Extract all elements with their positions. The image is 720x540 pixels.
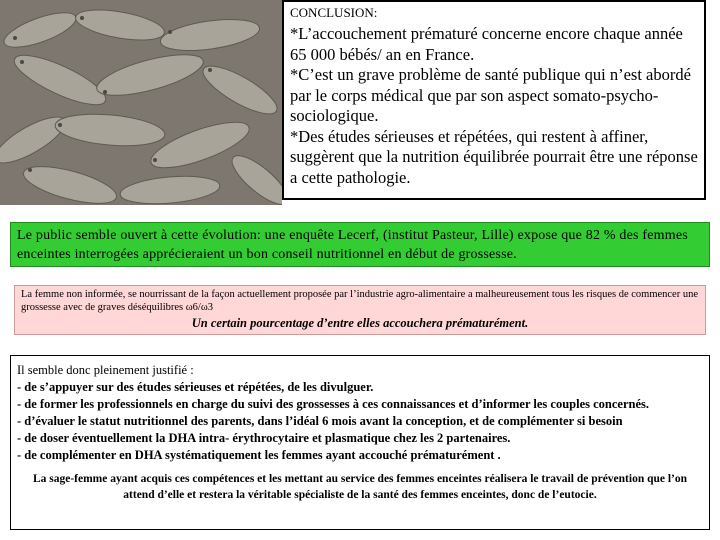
justification-item: - de doser éventuellement la DHA intra- érythrocytaire et plasmatique chez les 2 partenaires.: [17, 431, 511, 445]
fish-photo: [0, 0, 282, 205]
closing-note: La sage-femme ayant acquis ces compétences et les mettant au service des femmes enceintes réalisera le travail de prévention que l’on attend d’elle et restera la véritable spécialiste de la santé des femmes enceintes, donc de l’eutocie.: [32, 473, 688, 501]
conclusion-box: [282, 0, 706, 200]
conclusion-line: *L’accouchement prématuré concerne encore chaque année 65 000 bébés/ an en France.: [290, 24, 683, 64]
justification-item: - de s’appuyer sur des études sérieuses et répétées, de les divulguer.: [17, 380, 374, 394]
risk-emphasis: Un certain pourcentage d’entre elles accouchera prématurément.: [191, 316, 529, 330]
risk-text: La femme non informée, se nourrissant de la façon actuellement proposée par l’industrie agro-alimentaire a malheureusement tous les risques de commencer une grossesse avec de graves déséquilibres ω6/ω3: [21, 289, 698, 313]
conclusion-line: *C’est un grave problème de santé publique qui n’est abordé par le corps médical que par son aspect somato-psycho-sociologique.: [290, 65, 691, 125]
risk-box: [14, 285, 706, 335]
justification-item: - de former les professionnels en charge du suivi des grossesses à ces connaissances et d’informer les couples concernés.: [17, 397, 650, 411]
justification-intro: Il semble donc pleinement justifié :: [17, 363, 194, 377]
survey-text: Le public semble ouvert à cette évolution: une enquête Lecerf, (institut Pasteur, Lille) expose que 82 % des femmes enceintes interrogées apprécieraient un bon conseil nutritionnel en début de grossesse.: [17, 228, 688, 262]
conclusion-title: CONCLUSION:: [290, 5, 378, 20]
justification-box: [10, 355, 710, 530]
conclusion-line: *Des études sérieuses et répétées, qui restent à affiner, suggèrent que la nutrition équilibrée pourrait être une réponse a cette pathologie.: [290, 126, 698, 187]
survey-box: [10, 222, 710, 267]
justification-item: - d’évaluer le statut nutritionnel des parents, dans l’idéal 6 mois avant la conception, et de complémenter si besoin: [17, 414, 623, 428]
justification-item: - de complémenter en DHA systématiquement les femmes ayant accouché prématurément .: [17, 448, 501, 462]
